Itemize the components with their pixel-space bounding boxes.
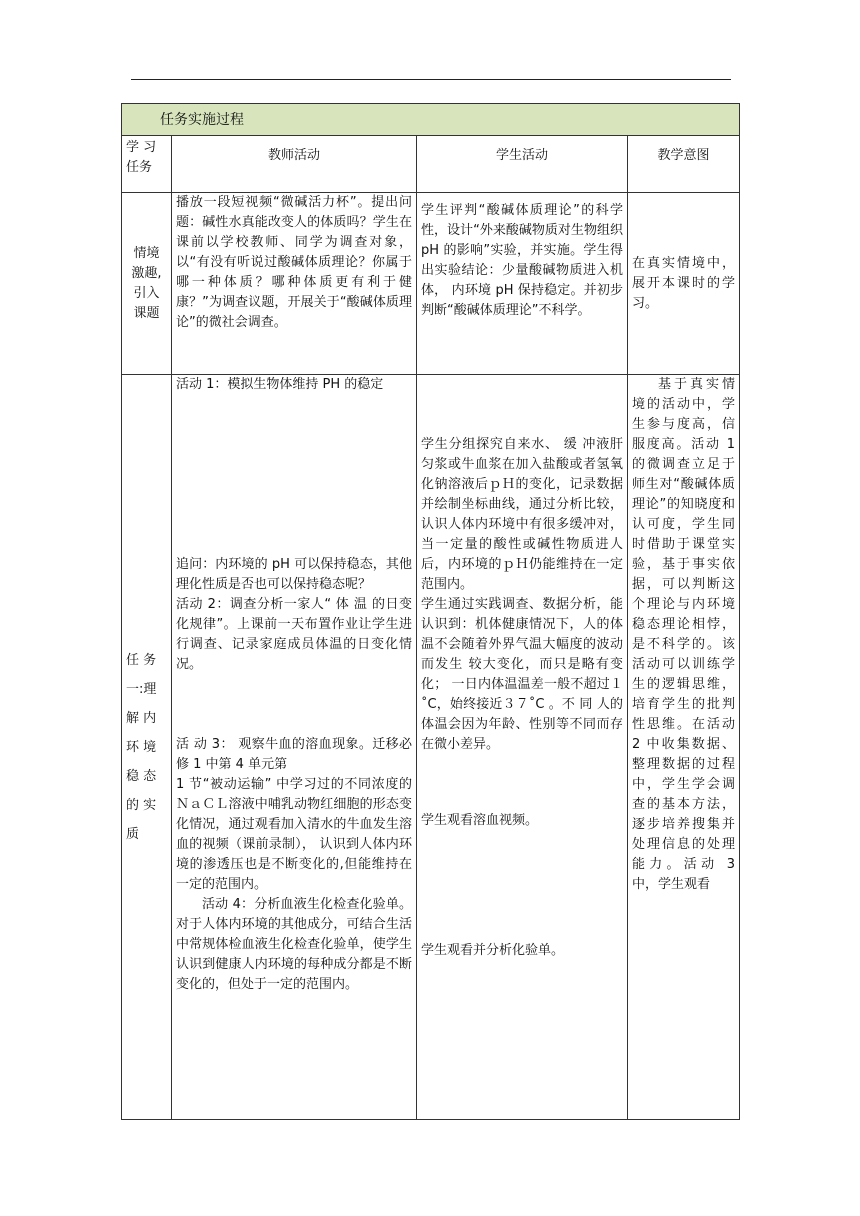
- teacher-followup-question: 追问：内环境的 pH 可以保持稳态，其他理化性质是否也可以保持稳态呢？: [176, 557, 412, 592]
- student-activity-3: 学生观看溶血视频。: [421, 813, 539, 828]
- header-student: 学生活动: [417, 136, 628, 193]
- task1-student-activity: [417, 375, 628, 1120]
- intro-task-label: 情境 激趣, 引入 课题: [122, 193, 172, 375]
- header-rule: [131, 79, 731, 80]
- teacher-activity-1: 活动 1：模拟生物体维持 PH 的稳定: [176, 377, 384, 392]
- task1-intent-text: 基于真实情境的活动中，学生参与度高，信服度高。活动 1 的微调查立足于师生对“酸碱体质理论”的知晓度和认可度，学生同时借助于课堂实验，基于事实依据，可以判断这个理论与内环境稳态理论相悖，是不科学的。该活动可以训练学生的逻辑思维，培育学生的批判性思维。在活动 2 中收集数据、整理数据的过程中，学生学会调查的基本方法，逐步培养搜集并处理信息的处理能力。活动 3 中，学生观看: [632, 377, 735, 892]
- task1-teacher-activity: [172, 375, 417, 1120]
- student-activity-4: 学生观看并分析化验单。: [421, 943, 565, 958]
- task1-label: 任 务 一:理 解 内 环 境 稳 态 的 实 质: [122, 375, 172, 1120]
- teacher-activity-3: 活 动 3： 观察牛血的溶血现象。迁移必修 1 中第 4 单元第 1 节“被动运输” 中学习过的不同浓度的ＮａＣＬ溶液中哺乳动物红细胞的形态变化情况，通过观看加入清水的牛血发生溶血的视频（课前录制）， 认识到人体内环境的渗透压也是不断变化的,但能维持在一定的范围内。: [176, 737, 412, 892]
- header-intent: 教学意图: [628, 136, 740, 193]
- spacer: [176, 675, 412, 735]
- spacer: [421, 831, 623, 941]
- spacer: [421, 755, 623, 811]
- student-activity-1: 学生分组探究自来水、 缓 冲液肝匀浆或牛血浆在加入盐酸或者氢氧化钠溶液后ｐＨ的变化，记录数据并绘制坐标曲线，通过分析比较，认识人体内环境中有很多缓冲对，当一定量的酸性或碱性物质进人后，内环境的ｐＨ仍能维持在一定范围内。: [421, 437, 623, 592]
- header-teacher: 教师活动: [172, 136, 417, 193]
- spacer: [421, 375, 623, 435]
- intro-intent: 在真实情境中，展开本课时的学习。: [628, 193, 740, 375]
- header-task: 学 习 任务: [122, 136, 172, 193]
- table-title: 任务实施过程: [122, 104, 740, 136]
- task1-intent: [628, 375, 740, 1120]
- intro-student-activity: 学生评判“酸碱体质理论”的科学性，设计“外来酸碱物质对生物组织 pH 的影响”实验，并实施。学生得出实验结论：少量酸碱物质进入机体， 内环境 pH 保持稳定。并初步判断“酸碱体质理论”不科学。: [417, 193, 628, 375]
- student-activity-2: 学生通过实践调查、数据分析，能认识到：机体健康情况下，人的体温不会随着外界气温大幅度的波动而发生 较大变化，而只是略有变化； 一日内体温温差一般不超过１˚C，始终接近３７˚C 。不 同 人的体温会因为年龄、性别等不同而存在微小差异。: [421, 597, 623, 752]
- intro-teacher-activity: 播放一段短视频“微碱活力杯”。提出问题：碱性水真能改变人的体质吗？学生在课前以学校教师、同学为调查对象，以“有没有听说过酸碱体质理论？你属于哪一种体质？哪种体质更有利于健康？”为调查议题，开展关于“酸碱体质理论”的微社会调查。: [172, 193, 417, 375]
- teacher-activity-4: 活动 4：分析血液生化检查化验单。对于人体内环境的其他成分，可结合生活中常规体检血液生化检查化验单，使学生认识到健康人内环境的每种成分都是不断变化的，但处于一定的范围内。: [176, 897, 412, 992]
- teacher-activity-2: 活动 2：调查分析一家人“ 体 温 的日变化规律”。上课前一天布置作业让学生进行调查、记录家庭成员体温的日变化情况。: [176, 597, 412, 672]
- spacer: [176, 395, 412, 555]
- lesson-plan-table: [121, 103, 740, 1120]
